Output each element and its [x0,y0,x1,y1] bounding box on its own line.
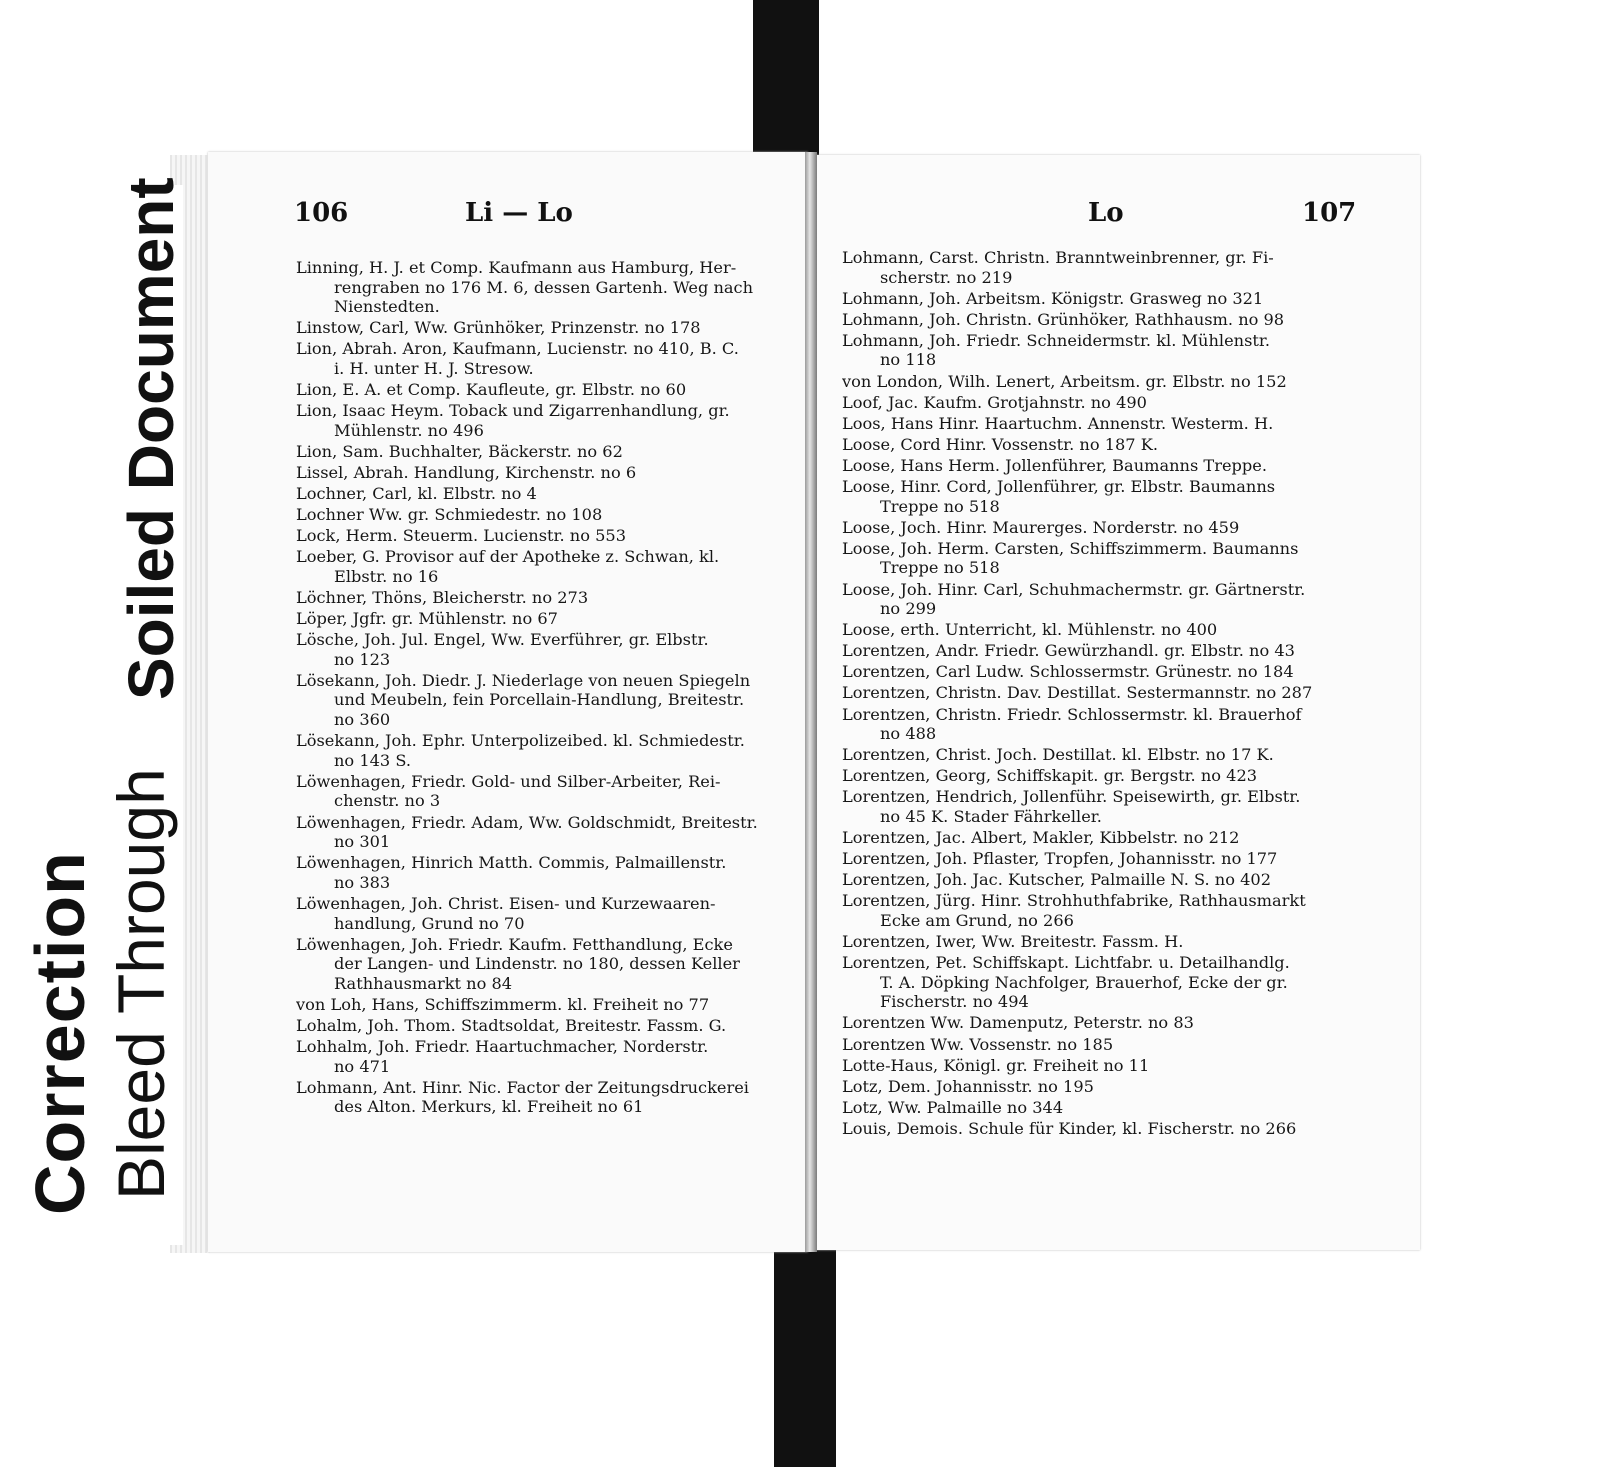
entry-line: Lohmann, Ant. Hinr. Nic. Factor der Zeitungsdruckerei [296,1077,749,1097]
entry-continuation-line: Rathhausmarkt no 84 [334,973,513,993]
entry-line: Loose, Joh. Herm. Carsten, Schiffszimmerm. Baumanns [842,538,1299,558]
directory-entry [842,745,1344,765]
entry-continuation-line: Ecke am Grund, no 266 [880,911,1074,930]
entry-line: Loose, Cord Hinr. Vossenstr. no 187 K. [842,434,1158,454]
directory-entry [842,891,1344,930]
right-directory-entries [842,248,1344,1140]
directory-entry [842,1056,1344,1076]
directory-entry [296,463,796,483]
entry-line: Lock, Herm. Steuerm. Lucienstr. no 553 [296,526,626,546]
entry-line: Loose, Hans Herm. Jollenführer, Baumanns Treppe. [842,455,1267,475]
entry-line: Lösekann, Joh. Diedr. J. Niederlage von neuen Spiegeln [296,670,751,690]
entry-line: Löchner, Thöns, Bleicherstr. no 273 [296,588,589,607]
entry-line: Linstow, Carl, Ww. Grünhöker, Prinzenstr. no 178 [296,318,701,338]
entry-line: Lotz, Ww. Palmaille no 344 [842,1097,1064,1117]
directory-entry [842,662,1344,682]
entry-line: Lorentzen, Jac. Albert, Makler, Kibbelstr. no 212 [842,828,1240,848]
entry-line: Lorentzen, Christn. Friedr. Schlossermstr. kl. Brauerhof [842,704,1302,724]
entry-continuation-line: no 360 [334,710,391,730]
directory-entry [842,641,1344,661]
entry-line: Lorentzen, Joh. Pflaster, Tropfen, Johannisstr. no 177 [842,849,1278,869]
left-page-heading: Li — Lo [465,198,573,228]
entry-line: Lorentzen, Jürg. Hinr. Strohhuthfabrike, Rathhausmarkt [842,891,1306,911]
directory-entry [842,1098,1344,1118]
directory-entry [296,1037,796,1076]
entry-continuation-line: no 299 [880,599,937,619]
entry-line: Lotz, Dem. Johannisstr. no 195 [842,1076,1094,1096]
entry-line: Löper, Jgfr. gr. Mühlenstr. no 67 [296,609,558,629]
binding-strip-top [753,0,819,160]
correction-label: Correction [21,851,99,1215]
directory-entry [296,547,796,586]
left-directory-entries [296,258,796,1118]
entry-line: Lohmann, Joh. Christn. Grünhöker, Rathhausm. no 98 [842,309,1285,329]
directory-entry [296,505,796,525]
entry-line: Lösekann, Joh. Ephr. Unterpolizeibed. kl. Schmiedestr. [296,731,745,751]
entry-line: von Loh, Hans, Schiffszimmerm. kl. Freiheit no 77 [296,994,710,1014]
directory-entry [296,894,796,933]
directory-entry [842,683,1344,703]
directory-entry [842,870,1344,890]
entry-line: Loeber, G. Provisor auf der Apotheke z. Schwan, kl. [296,547,720,567]
bleed-through-label: Bleed Through [104,768,178,1200]
entry-continuation-line: Mühlenstr. no 496 [334,420,484,440]
entry-continuation-line: no 123 [334,649,391,669]
entry-line: Löwenhagen, Joh. Christ. Eisen- und Kurzewaaren- [296,893,716,913]
entry-line: Lorentzen, Carl Ludw. Schlossermstr. Grünestr. no 184 [842,662,1294,682]
directory-entry [842,310,1344,330]
directory-entry [842,705,1344,744]
entry-line: Löwenhagen, Hinrich Matth. Commis, Palmaillenstr. [296,853,727,873]
entry-line: Loose, Joh. Hinr. Carl, Schuhmachermstr. gr. Gärtnerstr. [842,579,1306,599]
entry-line: Louis, Demois. Schule für Kinder, kl. Fischerstr. no 266 [842,1118,1297,1138]
entry-line: Lion, Isaac Heym. Toback und Zigarrenhandlung, gr. [296,401,730,421]
right-page-heading: Lo [1088,198,1124,228]
entry-continuation-line: der Langen- und Lindenstr. no 180, dessen Keller [334,954,740,974]
entry-line: Lösche, Joh. Jul. Engel, Ww. Everführer, gr. Elbstr. [296,630,709,650]
directory-entry [296,380,796,400]
directory-entry [296,935,796,994]
entry-line: Lion, Abrah. Aron, Kaufmann, Lucienstr. no 410, B. C. [296,339,739,359]
entry-line: Löwenhagen, Friedr. Gold- und Silber-Arbeiter, Rei- [296,771,721,791]
directory-entry [842,393,1344,413]
directory-entry [842,1013,1344,1033]
directory-entry [842,414,1344,434]
directory-entry [296,671,796,730]
entry-continuation-line: no 471 [334,1056,391,1076]
directory-entry [296,526,796,546]
directory-entry [842,289,1344,309]
entry-line: Lorentzen, Georg, Schiffskapit. gr. Bergstr. no 423 [842,766,1258,786]
entry-line: Lochner, Carl, kl. Elbstr. no 4 [296,484,537,504]
entry-continuation-line: Nienstedten. [334,297,440,317]
entry-continuation-line: Elbstr. no 16 [334,566,439,586]
directory-entry [842,456,1344,476]
entry-line: Loos, Hans Hinr. Haartuchm. Annenstr. Westerm. H. [842,413,1274,433]
directory-entry [296,813,796,852]
directory-entry [842,331,1344,370]
entry-line: Lissel, Abrah. Handlung, Kirchenstr. no 6 [296,462,637,482]
directory-entry [842,372,1344,392]
entry-continuation-line: Fischerstr. no 494 [880,992,1029,1012]
directory-entry [842,787,1344,826]
directory-entry [842,580,1344,619]
directory-entry [296,401,796,440]
entry-line: Löwenhagen, Joh. Friedr. Kaufm. Fetthandlung, Ecke [296,934,733,954]
entry-continuation-line: i. H. unter H. J. Stresow. [334,358,534,378]
entry-line: Lorentzen, Christn. Dav. Destillat. Sestermannstr. no 287 [842,683,1313,703]
directory-entry [842,828,1344,848]
entry-continuation-line: Treppe no 518 [880,558,1000,578]
entry-line: von London, Wilh. Lenert, Arbeitsm. gr. Elbstr. no 152 [842,371,1287,391]
entry-line: Linning, H. J. et Comp. Kaufmann aus Hamburg, Her- [296,258,737,277]
entry-continuation-line: rengraben no 176 M. 6, dessen Gartenh. Weg nach [334,277,754,297]
entry-line: Lohalm, Joh. Thom. Stadtsoldat, Breitestr. Fassm. G. [296,1015,727,1035]
directory-entry [842,477,1344,516]
entry-continuation-line: no 488 [880,724,937,744]
entry-line: Lorentzen, Joh. Jac. Kutscher, Palmaille N. S. no 402 [842,870,1271,890]
directory-entry [296,995,796,1015]
entry-line: Lohhalm, Joh. Friedr. Haartuchmacher, Norderstr. [296,1037,709,1057]
entry-continuation-line: no 118 [880,350,937,370]
entry-line: Loose, erth. Unterricht, kl. Mühlenstr. no 400 [842,620,1218,640]
directory-entry [296,630,796,669]
directory-entry [842,518,1344,538]
directory-entry [842,435,1344,455]
directory-entry [842,620,1344,640]
directory-entry [296,442,796,462]
entry-line: Lohmann, Joh. Friedr. Schneidermstr. kl. Mühlenstr. [842,330,1271,350]
entry-continuation-line: no 383 [334,872,391,892]
soiled-document-label: Soiled Document [115,177,187,700]
entry-line: Löwenhagen, Friedr. Adam, Ww. Goldschmidt, Breitestr. [296,812,758,832]
directory-entry [296,588,796,608]
entry-continuation-line: und Meubeln, fein Porcellain-Handlung, Breitestr. [334,690,745,710]
entry-line: Lion, Sam. Buchhalter, Bäckerstr. no 62 [296,441,623,461]
entry-continuation-line: des Alton. Merkurs, kl. Freiheit no 61 [334,1097,644,1117]
right-page-number: 107 [1302,198,1357,228]
directory-entry [842,1119,1344,1139]
entry-line: Loose, Joch. Hinr. Maurerges. Norderstr. no 459 [842,517,1240,537]
directory-entry [842,932,1344,952]
entry-line: Lorentzen, Iwer, Ww. Breitestr. Fassm. H. [842,932,1184,952]
entry-line: Lorentzen Ww. Vossenstr. no 185 [842,1034,1114,1054]
entry-continuation-line: no 143 S. [334,750,412,770]
directory-entry [296,484,796,504]
directory-entry [842,539,1344,578]
entry-continuation-line: no 301 [334,832,391,852]
entry-line: Loose, Hinr. Cord, Jollenführer, gr. Elbstr. Baumanns [842,477,1276,497]
entry-line: Lorentzen, Hendrich, Jollenführ. Speisewirth, gr. Elbstr. [842,787,1301,807]
directory-entry [296,853,796,892]
entry-line: Lotte-Haus, Königl. gr. Freiheit no 11 [842,1055,1150,1075]
directory-entry [842,248,1344,287]
entry-line: Lorentzen, Christ. Joch. Destillat. kl. Elbstr. no 17 K. [842,745,1274,765]
entry-line: Lorentzen Ww. Damenputz, Peterstr. no 83 [842,1013,1194,1033]
entry-line: Lorentzen, Pet. Schiffskapt. Lichtfabr. u. Detailhandlg. [842,953,1290,973]
directory-entry [842,766,1344,786]
left-page-number: 106 [294,198,349,228]
directory-entry [842,1035,1344,1055]
entry-continuation-line: scherstr. no 219 [880,267,1013,287]
entry-line: Loof, Jac. Kaufm. Grotjahnstr. no 490 [842,392,1147,412]
directory-entry [296,1078,796,1117]
entry-continuation-line: chenstr. no 3 [334,791,441,811]
binding-strip-bottom [774,1250,836,1467]
directory-entry [296,609,796,629]
directory-entry [296,339,796,378]
directory-entry [842,953,1344,1012]
entry-line: Lohmann, Joh. Arbeitsm. Königstr. Grasweg no 321 [842,288,1264,308]
directory-entry [296,1016,796,1036]
entry-line: Lion, E. A. et Comp. Kaufleute, gr. Elbstr. no 60 [296,380,687,400]
entry-line: Lohmann, Carst. Christn. Branntweinbrenner, gr. Fi- [842,248,1274,267]
directory-entry [296,258,796,317]
entry-line: Lorentzen, Andr. Friedr. Gewürzhandl. gr. Elbstr. no 43 [842,641,1295,661]
entry-continuation-line: Treppe no 518 [880,496,1000,516]
directory-entry [296,772,796,811]
directory-entry [842,849,1344,869]
entry-continuation-line: no 45 K. Stader Fährkeller. [880,807,1102,827]
entry-continuation-line: T. A. Döpking Nachfolger, Brauerhof, Ecke der gr. [880,972,1288,992]
entry-continuation-line: handlung, Grund no 70 [334,913,525,933]
book-gutter [805,152,817,1252]
entry-line: Lochner Ww. gr. Schmiedestr. no 108 [296,505,603,525]
directory-entry [296,318,796,338]
directory-entry [842,1077,1344,1097]
directory-entry [296,731,796,770]
